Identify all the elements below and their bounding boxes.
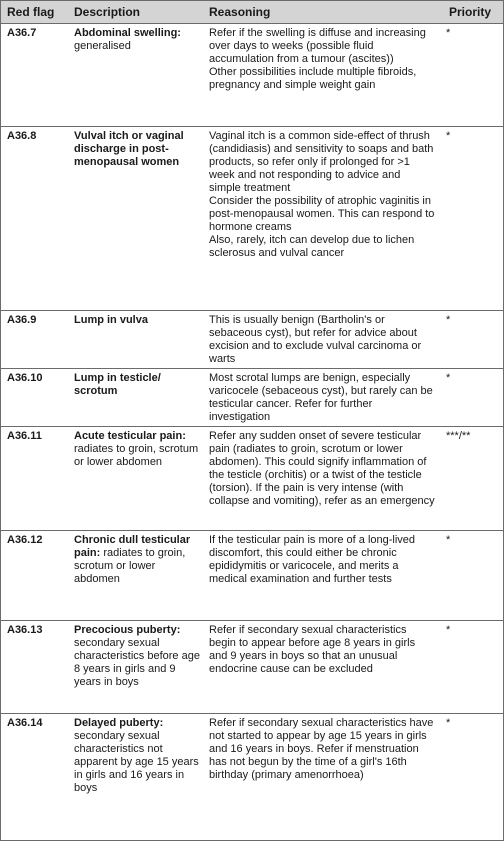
reasoning-paragraph: Also, rarely, itch can develop due to lichen sclerosus and vulval cancer bbox=[209, 234, 415, 259]
reasoning-paragraph: If the testicular pain is more of a long-lived discomfort, this could either be chronic epididymitis or varicocele, and merits a medical examination and further tests bbox=[209, 534, 416, 585]
reasoning-paragraph: Consider the possibility of atrophic vaginitis in post-menopausal women. This can respond to hormone creams bbox=[209, 195, 435, 233]
table-row bbox=[1, 369, 503, 427]
reasoning-cell bbox=[203, 24, 443, 126]
description-title: Vulval itch or vaginal discharge in post-menopausal women bbox=[74, 130, 184, 168]
table-row bbox=[1, 127, 503, 311]
table-row bbox=[1, 311, 503, 369]
description-cell bbox=[68, 311, 203, 368]
table-row bbox=[1, 621, 503, 714]
priority-cell: * bbox=[446, 624, 451, 636]
reasoning-paragraph: Vaginal itch is a common side-effect of thrush (candidiasis) and sensitivity to soaps and bath products, so refer only if prolonged for >1 week and not responding to advice and simple treatment bbox=[209, 130, 434, 194]
header-description: Description bbox=[74, 5, 141, 19]
description-cell bbox=[68, 369, 203, 426]
description-title: Abdominal swelling: bbox=[74, 27, 181, 39]
reasoning-paragraph: This is usually benign (Bartholin's or sebaceous cyst), but refer for advice about excision and to exclude vulval carcinoma or warts bbox=[209, 314, 422, 365]
table-body bbox=[1, 24, 503, 840]
reasoning-cell bbox=[203, 311, 443, 368]
description-cell bbox=[68, 24, 203, 126]
red-flag-code: A36.11 bbox=[7, 430, 42, 442]
description-detail: secondary sexual characteristics not apparent by age 15 years in girls and 16 years in boys bbox=[74, 730, 199, 794]
description-detail: secondary sexual characteristics before age 8 years in girls and 9 years in boys bbox=[74, 637, 200, 688]
reasoning-cell bbox=[203, 621, 443, 713]
priority-cell: * bbox=[446, 372, 451, 384]
priority-cell: * bbox=[446, 717, 451, 729]
description-detail: radiates to groin, scrotum or lower abdomen bbox=[74, 547, 186, 585]
red-flag-code: A36.7 bbox=[7, 27, 37, 39]
table-row bbox=[1, 531, 503, 621]
reasoning-paragraph: Refer if secondary sexual characteristics begin to appear before age 8 years in girls and 9 years in boys so that an unusual endocrine cause can be excluded bbox=[209, 624, 416, 675]
reasoning-paragraph: Other possibilities include multiple fibroids, pregnancy and simple weight gain bbox=[209, 66, 417, 91]
description-cell bbox=[68, 621, 203, 713]
header-reasoning: Reasoning bbox=[209, 5, 271, 19]
red-flag-code: A36.12 bbox=[7, 534, 43, 546]
description-cell bbox=[68, 127, 203, 310]
reasoning-cell bbox=[203, 714, 443, 840]
red-flag-code: A36.8 bbox=[7, 130, 37, 142]
description-detail: radiates to groin, scrotum or lower abdomen bbox=[74, 443, 199, 468]
reasoning-paragraph: Refer if secondary sexual characteristics have not started to appear by age 15 years in girls and 16 years in boys. Refer if menstruation has not begun by the time of a girl's 16th birthday (primary amenorrhoea) bbox=[209, 717, 434, 781]
priority-cell: * bbox=[446, 27, 451, 39]
reasoning-paragraph: Refer if the swelling is diffuse and increasing over days to weeks (possible fluid accumulation from a tumour (ascites)) bbox=[209, 27, 426, 65]
description-cell bbox=[68, 714, 203, 840]
reasoning-cell bbox=[203, 531, 443, 620]
reasoning-paragraph: Refer any sudden onset of severe testicular pain (radiates to groin, scrotum or lower abdomen). This could signify inflammation of the testicle (orchitis) or a twist of the testicle (torsion). If the pain is very intense (with collapse and vomiting), refer as an emergency bbox=[209, 430, 435, 507]
reasoning-cell bbox=[203, 127, 443, 310]
description-cell bbox=[68, 531, 203, 620]
table-row bbox=[1, 427, 503, 531]
table-row bbox=[1, 24, 503, 127]
red-flag-code: A36.9 bbox=[7, 314, 37, 326]
description-title: Lump in testicle/ scrotum bbox=[74, 372, 161, 397]
header-red-flag: Red flag bbox=[7, 5, 55, 19]
description-cell bbox=[68, 427, 203, 530]
priority-cell: * bbox=[446, 534, 451, 546]
table-header bbox=[1, 0, 503, 24]
reasoning-cell bbox=[203, 369, 443, 426]
reasoning-cell bbox=[203, 427, 443, 530]
description-detail: generalised bbox=[74, 40, 131, 52]
red-flag-code: A36.10 bbox=[7, 372, 43, 384]
reasoning-paragraph: Most scrotal lumps are benign, especially varicocele (sebaceous cyst), but rarely can be testicular cancer. Refer for further investigation bbox=[209, 372, 433, 423]
description-title: Acute testicular pain: bbox=[74, 430, 186, 442]
priority-cell: ***/** bbox=[446, 430, 471, 442]
description-title: Delayed puberty: bbox=[74, 717, 164, 729]
priority-cell: * bbox=[446, 314, 451, 326]
table-row bbox=[1, 714, 503, 840]
description-title: Lump in vulva bbox=[74, 314, 148, 326]
header-priority: Priority bbox=[449, 5, 492, 19]
red-flag-code: A36.13 bbox=[7, 624, 43, 636]
red-flag-code: A36.14 bbox=[7, 717, 43, 729]
priority-cell: * bbox=[446, 130, 451, 142]
description-title: Precocious puberty: bbox=[74, 624, 181, 636]
description-title: Chronic dull testicular pain: bbox=[74, 534, 191, 559]
